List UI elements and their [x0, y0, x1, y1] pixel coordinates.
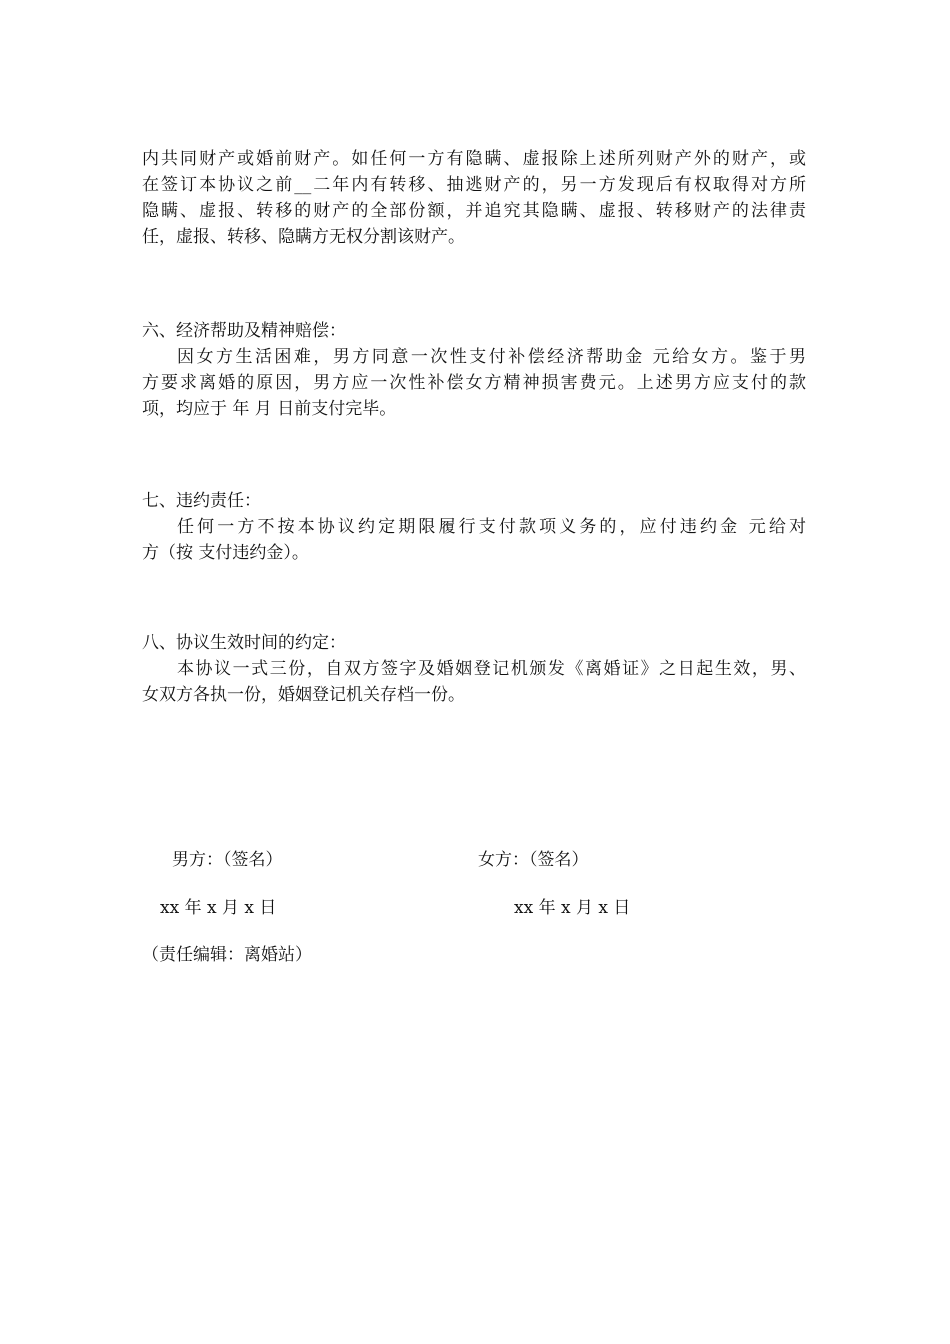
male-signature-date: xx 年 x 月 x 日 [160, 898, 277, 918]
paragraph-line: 方（按 支付违约金）。 [142, 543, 309, 563]
paragraph-line: 在签订本协议之前__二年内有转移、抽逃财产的，另一方发现后有权取得对方所 [142, 175, 806, 195]
paragraph-line: 本协议一式三份，自双方签字及婚姻登记机颁发《离婚证》之日起生效，男、 [177, 659, 806, 679]
female-signature-label: 女方：（签名） [478, 850, 589, 870]
paragraph-line: 任何一方不按本协议约定期限履行支付款项义务的，应付违约金 元给对 [177, 517, 806, 537]
male-signature-label: 男方：（签名） [172, 850, 283, 870]
paragraph-line: 因女方生活困难，男方同意一次性支付补偿经济帮助金 元给女方。鉴于男 [177, 347, 806, 367]
section-heading: 六、经济帮助及精神赔偿： [142, 321, 346, 341]
paragraph-line: 项，均应于 年 月 日前支付完毕。 [142, 399, 397, 419]
paragraph-line: 内共同财产或婚前财产。如任何一方有隐瞒、虚报除上述所列财产外的财产，或 [142, 149, 806, 169]
female-signature-date: xx 年 x 月 x 日 [514, 898, 631, 918]
editor-note: （责任编辑：离婚站） [142, 945, 312, 965]
paragraph-line: 隐瞒、虚报、转移的财产的全部份额，并追究其隐瞒、虚报、转移财产的法律责 [142, 201, 806, 221]
paragraph-line: 方要求离婚的原因，男方应一次性补偿女方精神损害费元。上述男方应支付的款 [142, 373, 806, 393]
section-heading: 七、违约责任： [142, 491, 261, 511]
section-heading: 八、协议生效时间的约定： [142, 633, 346, 653]
paragraph-line: 女双方各执一份，婚姻登记机关存档一份。 [142, 685, 465, 705]
paragraph-line: 任，虚报、转移、隐瞒方无权分割该财产。 [142, 227, 465, 247]
